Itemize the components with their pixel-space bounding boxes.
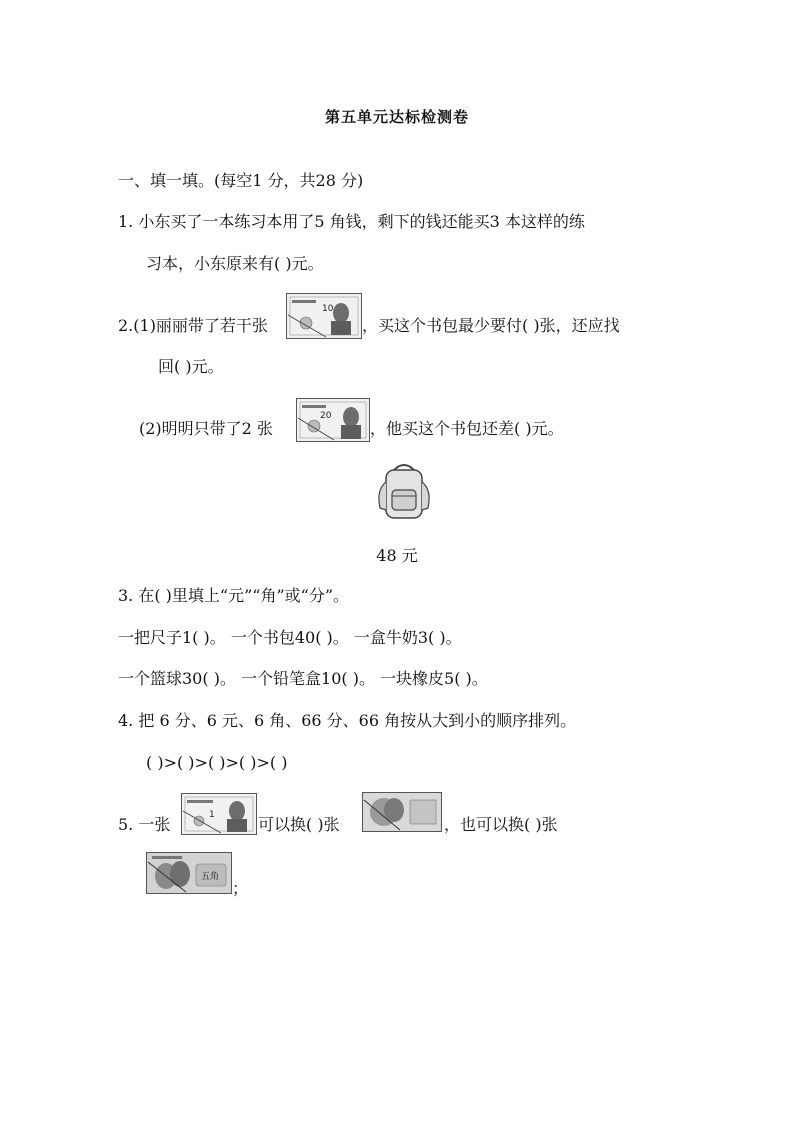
q4-stem: 4. 把 6 分、6 元、6 角、66 分、66 角按从大到小的顺序排列。 <box>118 711 577 730</box>
q5-text-c: ，也可以换( )张 <box>444 815 558 834</box>
q3-stem: 3. 在( )里填上“元”“角”或“分”。 <box>118 586 350 605</box>
q3-row2: 一个篮球30( )。 一个铅笔盒10( )。 一块橡皮5( )。 <box>118 669 488 688</box>
q5-text-b: 可以换( )张 <box>258 815 340 834</box>
q3-row1: 一把尺子1( )。 一个书包40( )。 一盒牛奶3( )。 <box>118 628 462 647</box>
q2-part1-text-a: 2.(1)丽丽带了若干张 <box>118 316 268 335</box>
ten-yuan-banknote-image <box>286 293 362 339</box>
q5-text-d: ； <box>232 879 249 898</box>
bag-price-label: 48 元 <box>376 546 418 565</box>
note-twenty-value: 20 <box>320 411 332 421</box>
one-jiao-banknote-image <box>362 792 442 832</box>
q2-part1-text-c: 回( )元。 <box>158 357 224 376</box>
note-ten-value: 10 <box>322 304 334 314</box>
q4-blanks: ( )>( )>( )>( )>( ) <box>146 753 288 772</box>
five-jiao-banknote-image <box>146 852 232 894</box>
twenty-yuan-banknote-image <box>296 398 370 442</box>
section-heading: 一、填一填。(每空1 分，共28 分) <box>118 171 364 190</box>
q1-line1: 1. 小东买了一本练习本用了5 角钱，剩下的钱还能买3 本这样的练 <box>118 212 585 231</box>
backpack-icon <box>372 460 436 522</box>
page-title: 第五单元达标检测卷 <box>324 108 469 126</box>
note-one-value: 1 <box>209 810 215 820</box>
one-yuan-banknote-image <box>181 793 257 835</box>
q5-text-a: 5. 一张 <box>118 815 171 834</box>
q2-part1-text-b: ，买这个书包最少要付( )张，还应找 <box>362 316 620 335</box>
q2-part2-text-b: ，他买这个书包还差( )元。 <box>370 419 564 438</box>
q2-part2-text-a: (2)明明只带了2 张 <box>139 419 273 438</box>
q1-line2: 习本，小东原来有( )元。 <box>146 254 324 273</box>
note-five-jiao-value: 五角 <box>201 872 220 882</box>
